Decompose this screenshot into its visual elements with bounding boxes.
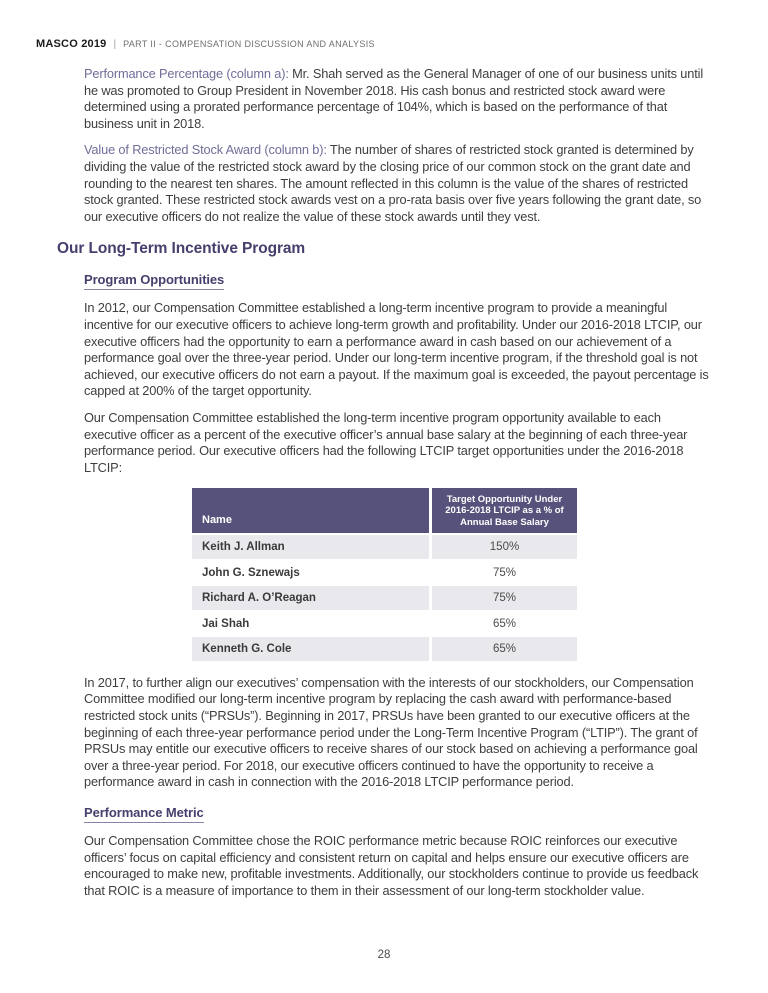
table-row — [192, 533, 577, 559]
cell-target: 75% — [432, 561, 577, 585]
ltcip-target-table — [192, 488, 577, 661]
column-header-name: Name — [192, 488, 429, 533]
table-row — [192, 559, 577, 585]
note-lead-value-restricted-stock: Value of Restricted Stock Award (column b): — [84, 142, 327, 158]
cell-name: Keith J. Allman — [192, 535, 429, 559]
table-row — [192, 584, 577, 610]
subheading-performance-metric-text: Performance Metric — [84, 805, 204, 823]
header-separator: | — [113, 39, 117, 50]
note-lead-performance-percentage: Performance Percentage (column a): — [84, 66, 289, 81]
cell-name: Jai Shah — [192, 612, 429, 636]
cell-target: 65% — [432, 637, 577, 661]
note-performance-percentage — [84, 66, 712, 132]
table-header-row — [192, 488, 577, 533]
part-title: PART II - COMPENSATION DISCUSSION AND ANALYSIS — [123, 39, 375, 49]
cell-name: Richard A. O’Reagan — [192, 586, 429, 610]
cell-name: John G. Sznewajs — [192, 561, 429, 585]
cell-name: Kenneth G. Cole — [192, 637, 429, 661]
running-header — [36, 38, 375, 50]
subheading-performance-metric — [84, 805, 768, 823]
subheading-program-opportunities — [84, 272, 768, 290]
table-row — [192, 635, 577, 661]
brand-label: MASCO 2019 — [36, 38, 107, 50]
cell-target: 75% — [432, 586, 577, 610]
paragraph-prsu-transition: In 2017, to further align our executives’ compensation with the interests of our stockholders, our Compensation Committee modified our long-term incentive program by replacing the cash award with performance-based restricted stock units (“PRSUs”). Beginning in 2017, PRSUs have been granted to our executive officers at the beginning of each three-year performance period under the Long-Term Incentive Program (“LTIP”). The grant of PRSUs may entitle our executive officers to receive shares of our stock based on achieving a performance goal over a three-year period. For 2018, our executive officers continued to have the opportunity to receive a performance award in cash in connection with the 2016-2018 LTCIP performance period. — [84, 674, 698, 790]
note-value-restricted-stock — [84, 142, 712, 225]
paragraph-ltcip-overview: In 2012, our Compensation Committee established a long-term incentive program to provide a meaningful incentive for our executive officers to achieve long-term growth and profitability. Under our 2016-2018 LTCIP, our executive officers had the opportunity to earn a performance award in cash based on our achievement of a performance goal over the three-year period. Under our long-term incentive program, if the threshold goal is not achieved, our executive officers do not earn a payout. If the maximum goal is exceeded, the payout percentage is capped at 200% of the target opportunity. — [84, 300, 709, 399]
page-number: 28 — [377, 949, 391, 961]
cell-target: 65% — [432, 612, 577, 636]
note-body-value-restricted-stock: The number of shares of restricted stock granted is determined by dividing the value of the restricted stock award by the closing price of our common stock on the grant date and rounding to the nearest ten shares. The amount reflected in this column is the value of the shares of restricted stock granted. These restricted stock awards vest on a pro-rata basis over five years following the grant date, so our executive officers do not realize the value of these stock awards until they vest. — [84, 142, 702, 224]
section-title: Our Long-Term Incentive Program — [57, 240, 306, 258]
column-header-target: Target Opportunity Under 2016-2018 LTCIP as a % of Annual Base Salary — [432, 488, 577, 533]
subheading-program-opportunities-text: Program Opportunities — [84, 272, 224, 290]
paragraph-ltcip-opportunity: Our Compensation Committee established the long-term incentive program opportunity available to each executive officer as a percent of the executive officer’s annual base salary at the beginning of each three-year performance period. Our executive officers had the following LTCIP target opportunities under the 2016-2018 LTCIP: — [84, 409, 688, 475]
page-content — [0, 56, 768, 909]
table-row — [192, 610, 577, 636]
cell-target: 150% — [432, 535, 577, 559]
paragraph-roic-metric: Our Compensation Committee chose the ROIC performance metric because ROIC reinforces our executive officers’ focus on capital efficiency and consistent return on capital and helps ensure our executive officers are encouraged to make new, profitable investments. Additionally, our stockholders continue to provide us feedback that ROIC is a measure of importance to them in their assessment of our long-term stockholder value. — [84, 832, 699, 898]
note-body-performance-percentage: Mr. Shah served as the General Manager of one of our business units until he was promoted to Group President in November 2018. His cash bonus and restricted stock award were determined using a prorated performance percentage of 104%, which is based on the performance of that business unit in 2018. — [84, 66, 704, 131]
